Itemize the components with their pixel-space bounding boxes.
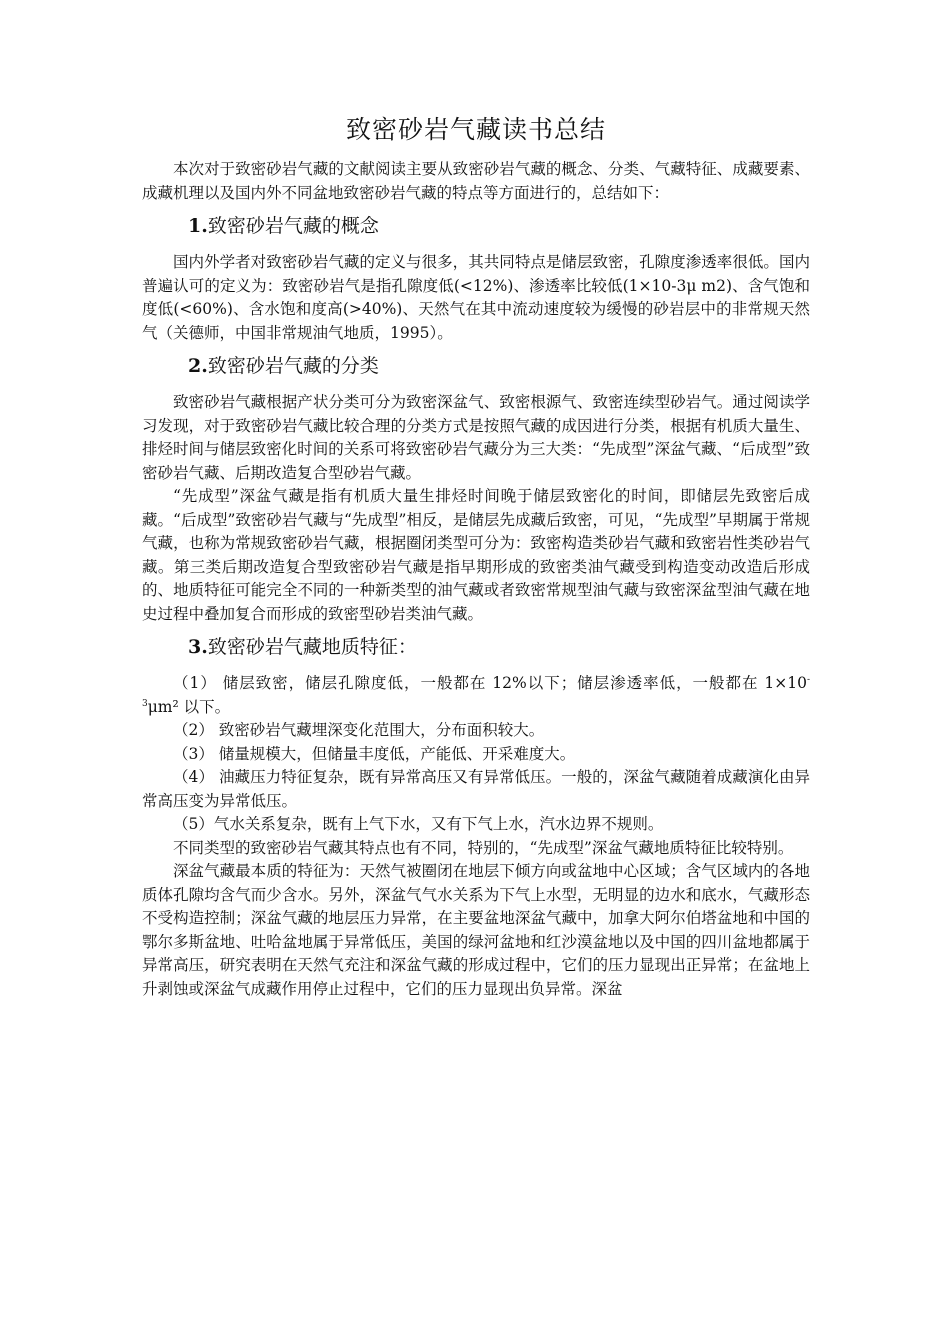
feature-item-5: （5）气水关系复杂，既有上气下水，又有下气上水，汽水边界不规则。 [173,815,664,833]
section-3-number: 3. [188,636,208,658]
section-2-number: 2. [188,355,208,377]
feature-item-3: （3） 储量规模大，但储量丰度低，产能低、开采难度大。 [173,744,576,763]
feature-item-1-unit: μm² 以下。 [147,697,231,716]
section-3-heading [188,632,810,662]
section-2-title: 致密砂岩气藏的分类 [207,355,379,377]
section-1-number: 1. [188,215,208,237]
section-1-title: 致密砂岩气藏的概念 [207,215,379,237]
section-1-paragraph: 国内外学者对致密砂岩气藏的定义与很多，其共同特点是储层致密，孔隙度渗透率很低。国内普遍认可的定义为：致密砂岩气是指孔隙度低(<12%)、渗透率比较低(1×10-3μ m2)、含气饱和度低(<60%)、含水饱和度高(>40%)、天然气在其中流动速度较为缓慢的砂岩层中的非常规天然气（关德师，中国非常规油气地质，1995）。 [142,253,810,342]
section-3-paragraph-1: 不同类型的致密砂岩气藏其特点也有不同，特别的，“先成型”深盆气藏地质特征比较特别。 [173,838,794,857]
section-2-paragraph-1: 致密砂岩气藏根据产状分类可分为致密深盆气、致密根源气、致密连续型砂岩气。通过阅读学习发现，对于致密砂岩气藏比较合理的分类方式是按照气藏的成因进行分类，根据有机质大量生、排烃时间与储层致密化时间的关系可将致密砂岩气藏分为三大类：“先成型”深盆气藏、“后成型”致密砂岩气藏、后期改造复合型砂岩气藏。 [142,393,810,482]
feature-item-1-text: （1） 储层致密，储层孔隙度低，一般都在 12%以下；储层渗透率低，一般都在 1×10 [173,674,807,692]
section-2-heading [188,351,810,381]
intro-paragraph: 本次对于致密砂岩气藏的文献阅读主要从致密砂岩气藏的概念、分类、气藏特征、成藏要素、成藏机理以及国内外不同盆地致密砂岩气藏的特点等方面进行的，总结如下： [142,160,810,202]
feature-item-1 [142,672,810,719]
feature-item-4: （4） 油藏压力特征复杂，既有异常高压又有异常低压。一般的，深盆气藏随着成藏演化由异常高压变为异常低压。 [142,768,810,810]
feature-item-1-exponent: -3 [142,674,810,709]
feature-item-2: （2） 致密砂岩气藏埋深变化范围大，分布面积较大。 [173,721,545,739]
document-body [142,112,810,1001]
section-3-paragraph-2: 深盆气藏最本质的特征为：天然气被圈闭在地层下倾方向或盆地中心区域；含气区域内的各地质体孔隙均含气而少含水。另外，深盆气气水关系为下气上水型，无明显的边水和底水，气藏形态不受构造控制；深盆气藏的地层压力异常，在主要盆地深盆气藏中，加拿大阿尔伯塔盆地和中国的鄂尔多斯盆地、吐哈盆地属于异常低压，美国的绿河盆地和红沙漠盆地以及中国的四川盆地都属于异常高压，研究表明在天然气充注和深盆气藏的形成过程中，它们的压力显现出正异常；在盆地上升剥蚀或深盆气成藏作用停止过程中，它们的压力显现出负异常。深盆 [142,862,810,998]
section-3-title: 致密砂岩气藏地质特征： [207,636,417,658]
section-2-paragraph-2: “先成型”深盆气藏是指有机质大量生排烃时间晚于储层致密化的时间，即储层先致密后成藏。“后成型”致密砂岩气藏与“先成型”相反，是储层先成藏后致密，可见，“先成型”早期属于常规气藏，也称为常规致密砂岩气藏，根据圈闭类型可分为：致密构造类砂岩气藏和致密岩性类砂岩气藏。第三类后期改造复合型致密砂岩气藏是指早期形成的致密类油气藏受到构造变动改造后形成的、地质特征可能完全不同的一种新类型的油气藏或者致密常规型油气藏与致密深盆型油气藏在地史过程中叠加复合而形成的致密型砂岩类油气藏。 [142,487,810,623]
document-title: 致密砂岩气藏读书总结 [345,115,606,144]
section-1-heading [188,211,810,241]
